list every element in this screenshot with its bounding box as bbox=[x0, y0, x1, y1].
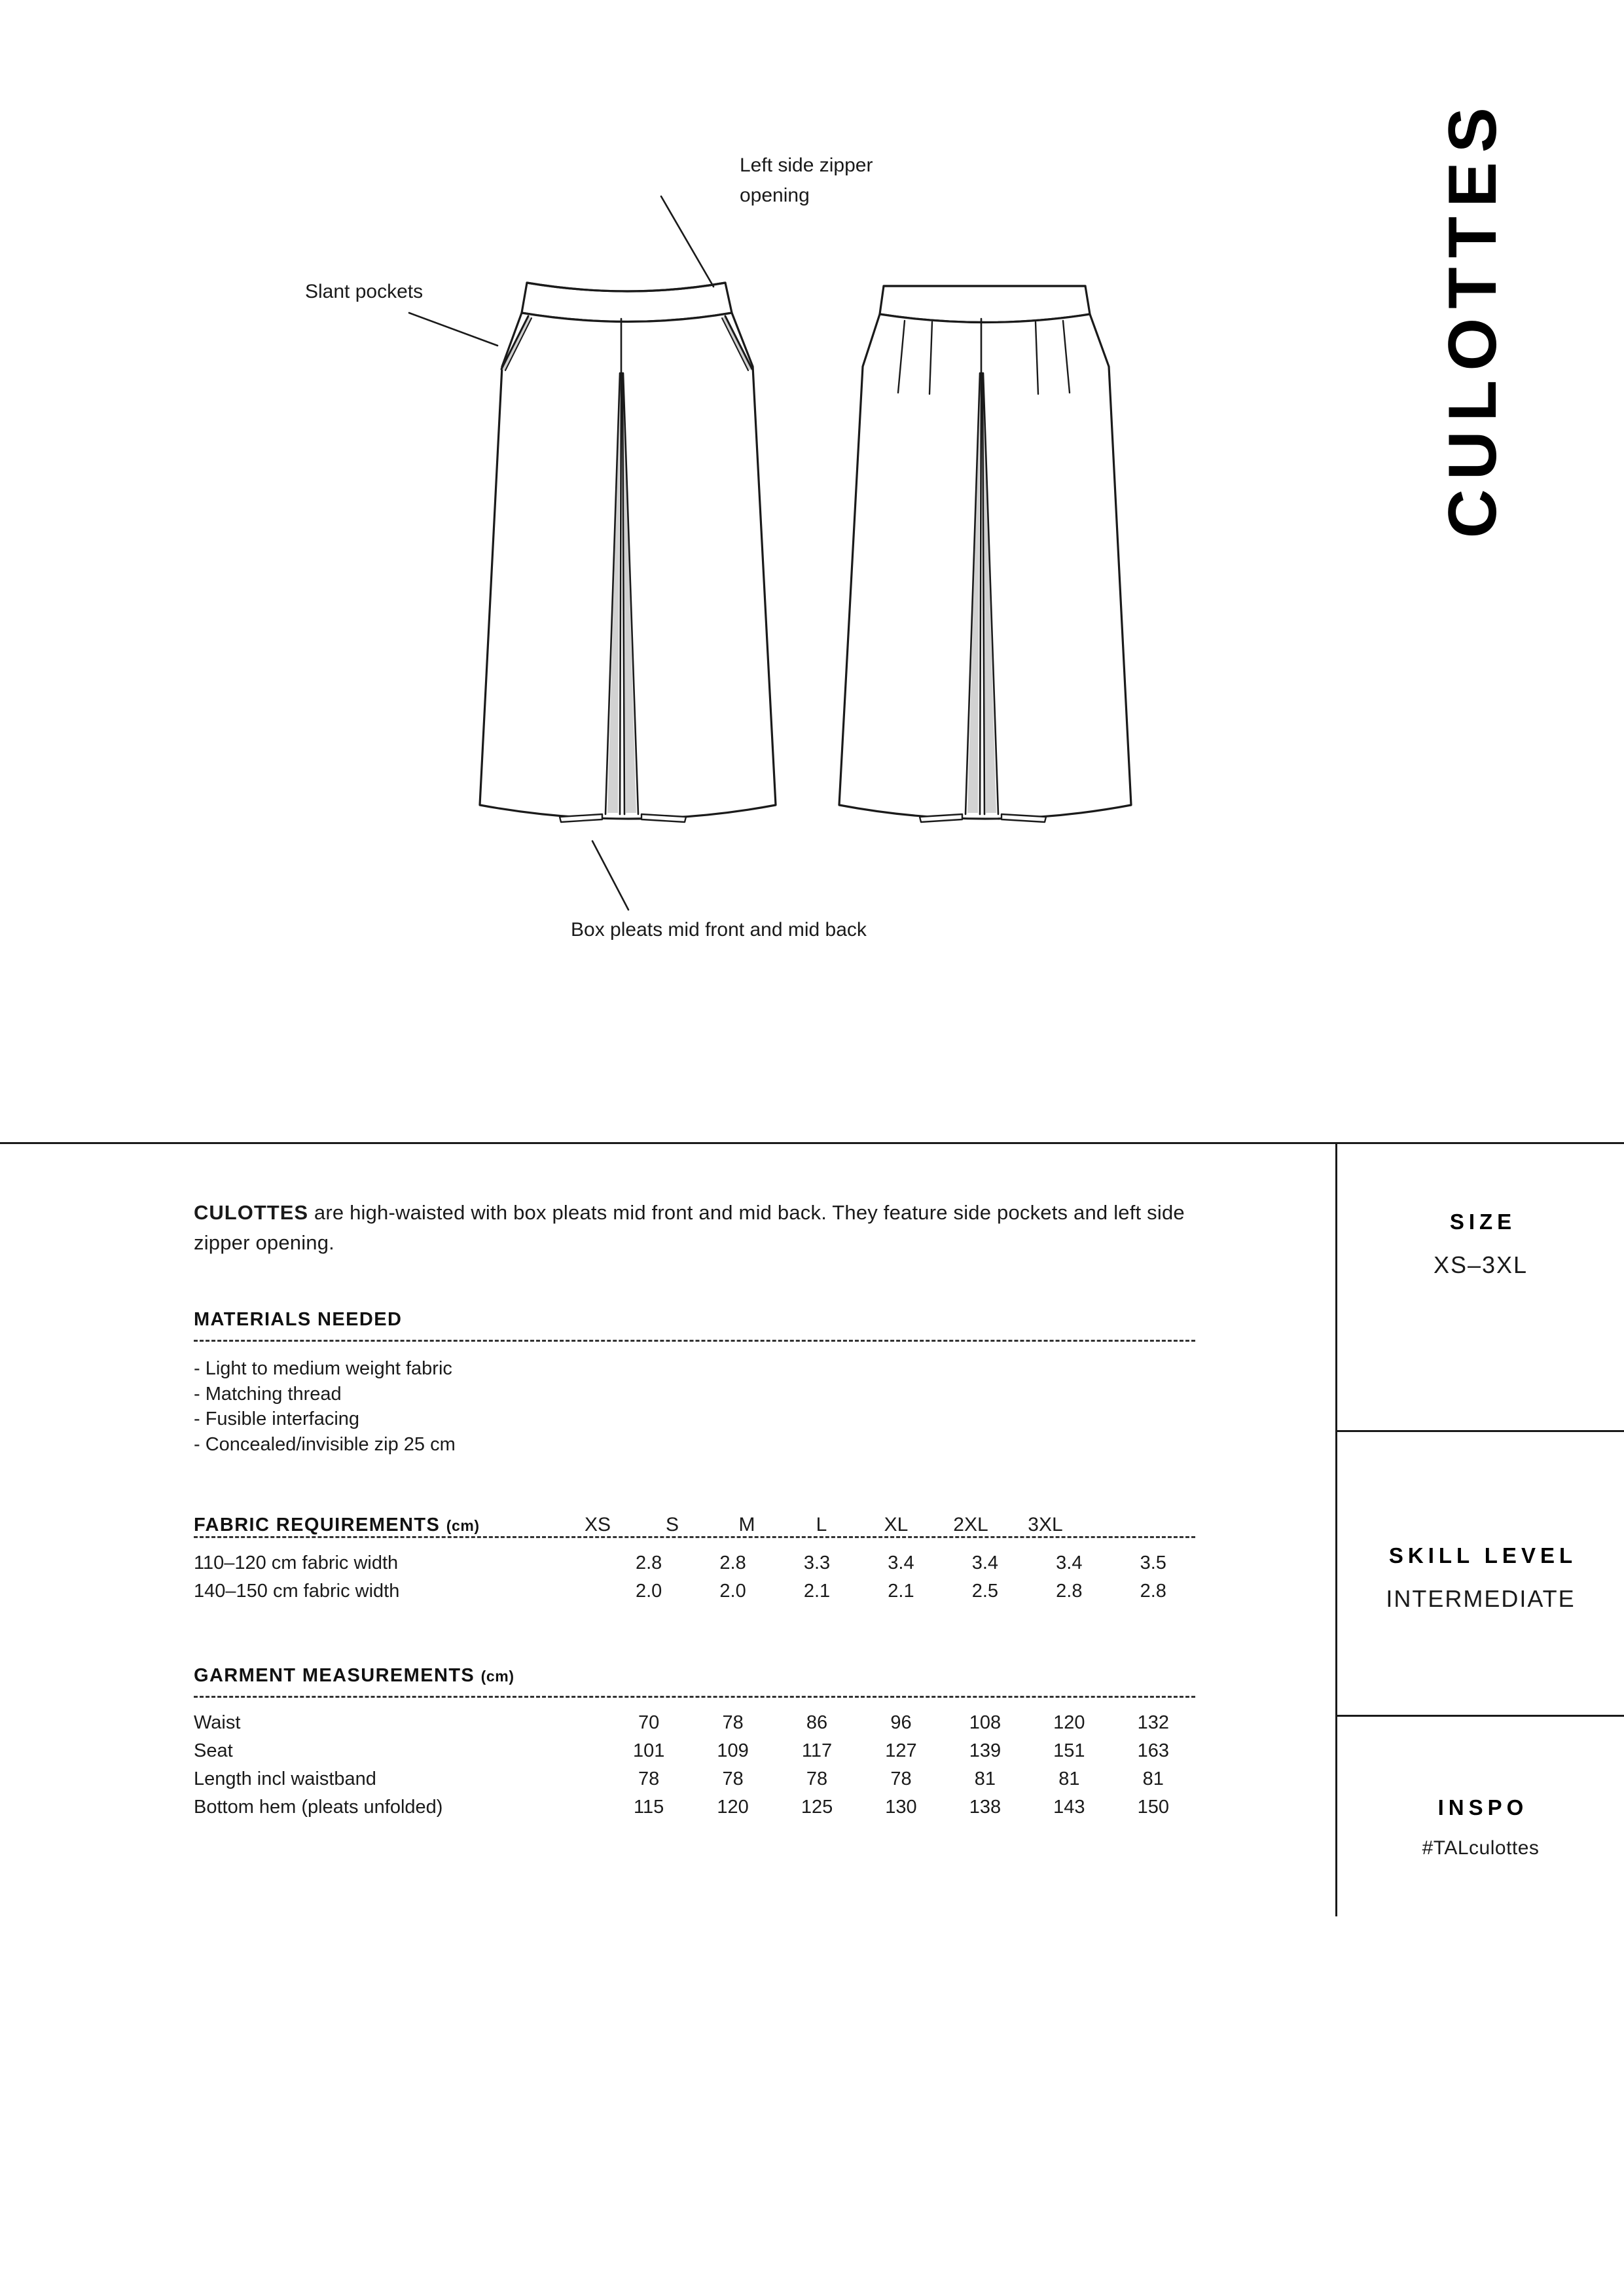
fabric-size-header: 3XL bbox=[1028, 1514, 1063, 1536]
list-item: - Light to medium weight fabric bbox=[194, 1357, 452, 1379]
fabric-requirements-header-row bbox=[194, 1514, 1195, 1536]
skill-level-value: INTERMEDIATE bbox=[1386, 1585, 1576, 1612]
cell: 3.4 bbox=[971, 1552, 999, 1574]
garment-measurements-unit: (cm) bbox=[480, 1668, 514, 1685]
cell: 78 bbox=[890, 1768, 912, 1790]
cell: 81 bbox=[974, 1768, 996, 1790]
intro-body: are high-waisted with box pleats mid front and mid back. They feature side pockets and left side zipper opening. bbox=[194, 1201, 1185, 1254]
cell: 96 bbox=[890, 1712, 912, 1734]
cell: 3.4 bbox=[1056, 1552, 1083, 1574]
row-label: Bottom hem (pleats unfolded) bbox=[194, 1797, 443, 1818]
fabric-requirements-table bbox=[194, 1552, 1195, 1609]
cell: 3.3 bbox=[803, 1552, 831, 1574]
cell: 2.1 bbox=[888, 1581, 914, 1602]
row-label: 110–120 cm fabric width bbox=[194, 1552, 399, 1574]
row-label: Waist bbox=[194, 1712, 241, 1734]
fabric-size-header: M bbox=[738, 1514, 755, 1536]
cell: 163 bbox=[1137, 1740, 1169, 1762]
cell: 78 bbox=[722, 1768, 744, 1790]
table-row bbox=[194, 1797, 1195, 1825]
fabric-requirements-heading bbox=[194, 1515, 560, 1536]
cell: 138 bbox=[969, 1797, 1001, 1818]
sidebar-cell-skill-level bbox=[1337, 1430, 1624, 1715]
list-item: - Fusible interfacing bbox=[194, 1408, 360, 1430]
cell: 109 bbox=[717, 1740, 749, 1762]
cell: 125 bbox=[801, 1797, 833, 1818]
table-row bbox=[194, 1581, 1195, 1609]
cell: 70 bbox=[638, 1712, 660, 1734]
content-column bbox=[194, 1198, 1195, 1825]
intro-paragraph bbox=[194, 1198, 1195, 1258]
cell: 120 bbox=[1053, 1712, 1085, 1734]
row-label: 140–150 cm fabric width bbox=[194, 1581, 400, 1602]
sidebar-cell-size bbox=[1337, 1144, 1624, 1430]
cell: 81 bbox=[1058, 1768, 1080, 1790]
cell: 127 bbox=[885, 1740, 917, 1762]
annotation-slant-pockets: Slant pockets bbox=[305, 281, 424, 302]
cell: 2.0 bbox=[719, 1581, 746, 1602]
cell: 3.4 bbox=[888, 1552, 914, 1574]
cell: 3.5 bbox=[1140, 1552, 1166, 1574]
annotation-left-side-zipper-line1: Left side zipper bbox=[740, 154, 873, 176]
cell: 150 bbox=[1137, 1797, 1169, 1818]
inspo-title: INSPO bbox=[1437, 1795, 1528, 1820]
list-item: - Concealed/invisible zip 25 cm bbox=[194, 1434, 456, 1456]
technical-illustration bbox=[0, 0, 1342, 1047]
table-row bbox=[194, 1712, 1195, 1740]
page-title-text: CULOTTES bbox=[1435, 98, 1511, 539]
annotation-box-pleats: Box pleats mid front and mid back bbox=[571, 919, 867, 941]
cell: 2.5 bbox=[971, 1581, 999, 1602]
fabric-size-header: 2XL bbox=[953, 1514, 988, 1536]
skill-level-title: SKILL LEVEL bbox=[1388, 1543, 1578, 1568]
size-value: XS–3XL bbox=[1433, 1251, 1528, 1278]
section-spacer bbox=[194, 1609, 1195, 1665]
fabric-requirements-unit: (cm) bbox=[446, 1517, 480, 1535]
garment-measurements-heading-text: GARMENT MEASUREMENTS bbox=[194, 1665, 475, 1687]
cell: 143 bbox=[1053, 1797, 1085, 1818]
info-sidebar bbox=[1335, 1144, 1624, 1916]
garment-measurements-heading bbox=[194, 1665, 1195, 1687]
fabric-requirements-heading-text: FABRIC REQUIREMENTS bbox=[194, 1515, 441, 1536]
cell: 120 bbox=[717, 1797, 749, 1818]
cell: 2.1 bbox=[803, 1581, 831, 1602]
fabric-requirements-divider bbox=[194, 1536, 1195, 1538]
cell: 2.8 bbox=[1140, 1581, 1166, 1602]
cell: 117 bbox=[801, 1740, 833, 1762]
annotation-left-side-zipper-line2: opening bbox=[740, 185, 810, 206]
fabric-size-header: XS bbox=[584, 1514, 611, 1536]
sidebar-cell-inspo bbox=[1337, 1715, 1624, 1916]
row-label: Length incl waistband bbox=[194, 1768, 376, 1790]
cell: 86 bbox=[806, 1712, 828, 1734]
intro-lead: CULOTTES bbox=[194, 1201, 309, 1224]
list-item: - Matching thread bbox=[194, 1383, 342, 1405]
cell: 101 bbox=[632, 1740, 665, 1762]
cell: 115 bbox=[634, 1797, 664, 1818]
table-row bbox=[194, 1740, 1195, 1768]
inspo-value: #TALculottes bbox=[1422, 1837, 1540, 1859]
table-row bbox=[194, 1552, 1195, 1581]
cell: 2.0 bbox=[635, 1581, 662, 1602]
cell: 2.8 bbox=[719, 1552, 746, 1574]
cell: 2.8 bbox=[1056, 1581, 1083, 1602]
cell: 130 bbox=[885, 1797, 917, 1818]
materials-heading: MATERIALS NEEDED bbox=[194, 1308, 403, 1330]
row-label: Seat bbox=[194, 1740, 233, 1762]
garment-measurements-divider bbox=[194, 1696, 1195, 1698]
cell: 78 bbox=[722, 1712, 744, 1734]
fabric-size-header: S bbox=[665, 1514, 679, 1536]
materials-divider bbox=[194, 1340, 1195, 1342]
cell: 139 bbox=[969, 1740, 1001, 1762]
cell: 132 bbox=[1137, 1712, 1169, 1734]
cell: 81 bbox=[1142, 1768, 1164, 1790]
fabric-size-header: XL bbox=[884, 1514, 909, 1536]
cell: 78 bbox=[638, 1768, 660, 1790]
cell: 151 bbox=[1053, 1740, 1085, 1762]
size-title: SIZE bbox=[1449, 1210, 1517, 1234]
page-title bbox=[1407, 98, 1538, 596]
fabric-size-header: L bbox=[816, 1514, 827, 1536]
cell: 108 bbox=[969, 1712, 1001, 1734]
materials-list bbox=[194, 1356, 1195, 1458]
table-row bbox=[194, 1768, 1195, 1797]
cell: 78 bbox=[806, 1768, 828, 1790]
garment-measurements-table bbox=[194, 1712, 1195, 1825]
cell: 2.8 bbox=[635, 1552, 662, 1574]
